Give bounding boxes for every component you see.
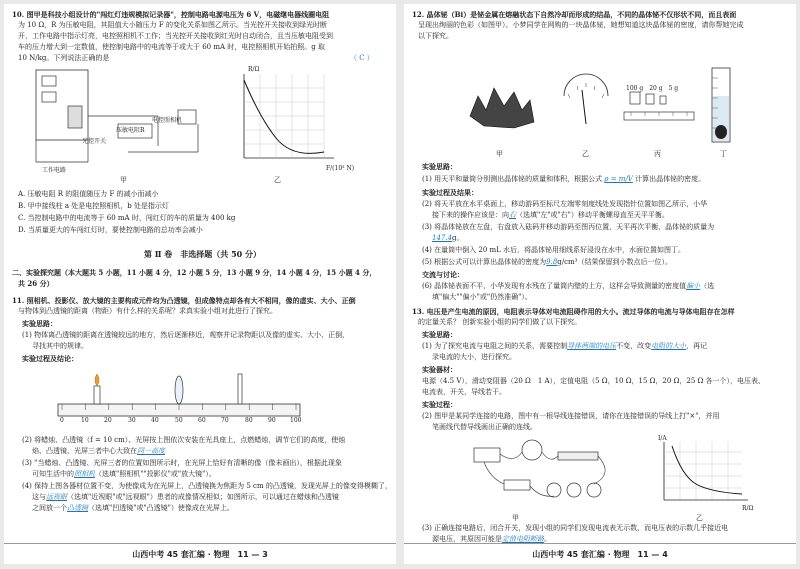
q13-p1 xyxy=(422,342,707,351)
q12-p2-answer: 右 xyxy=(509,211,516,219)
q12-p6b-text: （选 xyxy=(700,282,715,290)
q11-heading-idea: 实验思路： xyxy=(22,319,57,328)
q12-heading-process: 实验过程及结果： xyxy=(422,188,478,197)
q11-p3-answer: 照相机 xyxy=(74,470,95,478)
q13-p3b: 笔画线代替导线画出正确的连线。 xyxy=(432,423,537,431)
q12-line2: 呈现出绚丽的色彩（如图甲）。小梦同学在网购的一块晶体铋，她想知道这块晶体铋的密度，请你帮她完成 xyxy=(418,21,744,29)
q12-p6c: 填"偏大""偏小"或"仍然准确"）。 xyxy=(432,293,532,301)
q12-p5-answer: 9.8 xyxy=(546,258,558,266)
q12-p1a-text: (1) 用天平和量筒分别测出晶体铋的质量和体积，根据公式 xyxy=(422,175,603,183)
left-page xyxy=(4,4,396,564)
q12-p1 xyxy=(422,175,705,184)
q13-p3a: (2) 图甲是某同学连接的电路，图中有一根导线连接错误，请你在连接错误的导线上打"×"，并用 xyxy=(422,412,720,420)
fig-b-label: 乙 xyxy=(274,176,281,184)
q12-line3: 以下探究。 xyxy=(418,32,453,40)
q13-line2: 的定量关系？ 创新实验小组的同学们做了以下探究。 xyxy=(418,318,582,326)
left-footer-text: 山西中考 45 套汇编 · 物理 11 — 3 xyxy=(132,550,268,559)
q13-p1d: 录电流的大小，进行探究。 xyxy=(432,353,516,361)
q12-p3b-text: g。 xyxy=(452,234,464,242)
label-camera: 电控照相机 xyxy=(152,117,183,124)
q13-heading-equipment: 实验器材： xyxy=(422,365,457,374)
q12-p2b-text: 接下来的操作应该是：向 xyxy=(432,211,509,219)
q13-p1-answer2: 电阻的大小 xyxy=(651,342,687,350)
q12-fig-d: 丁 xyxy=(720,150,727,158)
q11-p4-answer2: 凸透镜 xyxy=(67,504,88,512)
q13-heading-idea: 实验思路： xyxy=(422,330,457,339)
tick-100: 100 xyxy=(290,417,302,424)
q11-p2b xyxy=(32,447,165,456)
q12-fig-a: 甲 xyxy=(496,150,503,158)
q10-line4: 车的压力增大到一定数值，使控制电路中的电流等于或大于 60 mA 时，电控照相机开始拍照。g 取 xyxy=(18,43,325,51)
resistance-graph xyxy=(230,68,340,168)
q12-p2a: (2) 将天平放在水平桌面上，移动游码至标尺左端零刻度线处发现指针位置如图乙所示，小华 xyxy=(422,200,708,208)
q11-p1b: 寻找其中的规律。 xyxy=(32,342,88,350)
q12-p2c-text: （选填"左"或"右"）移动平衡螺母直至天平平衡。 xyxy=(516,211,669,219)
right-page xyxy=(404,4,796,564)
left-footer xyxy=(4,543,396,564)
q13-fig-b: 乙 xyxy=(696,514,703,522)
tick-70: 70 xyxy=(221,417,229,424)
q10-option-d: D. 当质量更大的车闯红灯时，要使控制电路的总功率会减小 xyxy=(18,226,203,234)
tick-60: 60 xyxy=(198,417,206,424)
q10-line2: 为 10 Ω，R 为压敏电阻，其阻值大小随压力 F 的变化关系如图乙所示。当光控开关接收到绿光时断 xyxy=(18,21,327,29)
q13-p2b: 电流表，开关，导线若干。 xyxy=(422,388,506,396)
q11-p3b-text: 可知生活中的 xyxy=(32,470,74,478)
q13-graph xyxy=(652,438,752,508)
q11-p2b-text: 焰、凸透镜、光屏三者中心大致在 xyxy=(32,447,137,455)
q11-heading-process: 实验过程及结论： xyxy=(22,354,78,363)
q11-p4d-text: 之间放一个 xyxy=(32,504,67,512)
q11-p4c-text: （选填"近视眼"或"远视眼"）患者的成像情况相似；如图所示，可以通过在蜡烛和凸透镜 xyxy=(67,493,339,501)
q11-p4a: (4) 保持上图各器材位置不变，为使像成为在光屏上，凸透镜换为焦距为 5 cm 的凸透镜，发现光屏上的像变得模糊了， xyxy=(22,482,392,490)
section2-line1: 二、实验探究题（本大题共 5 小题，11 小题 4 分，12 小题 5 分，13 小题 9 分，14 小题 4 分，15 小题 4 分， xyxy=(12,268,377,277)
q12-p5a-text: (5) 根据公式可以计算出晶体铋的密度为 xyxy=(422,258,547,266)
q10-option-c: C. 当控制电路中的电流等于 60 mA 时，闯红灯的车的质量为 400 kg xyxy=(18,214,236,222)
right-footer-text: 山西中考 45 套汇编 · 物理 11 — 4 xyxy=(532,550,668,559)
q12-p4: (4) 在量筒中倒入 20 mL 水后，将晶体铋用细线系好浸没在水中，水面位置如图丁。 xyxy=(422,246,686,254)
q13-line1: 13. 电压是产生电流的原因，电阻表示导体对电流阻碍作用的大小。流过导体的电流与导体电阻存在怎样 xyxy=(412,307,735,316)
q10-option-a: A. 压敏电阻 R 的阻值随压力 F 的减小而减小 xyxy=(18,190,159,198)
q12-p5b-text: g/cm³（结果保留到小数点后一位）。 xyxy=(557,258,672,266)
q12-p2b xyxy=(432,211,669,220)
q12-fig-b: 乙 xyxy=(582,150,589,158)
q10-line3: 开，工作电路中指示灯亮，电控照相机不工作；当光控开关接收到红光时自动闭合，且当压敏电阻受到 xyxy=(18,32,333,40)
q10-line1: 10. 图甲是科技小组设计的"闯红灯违规模拟记录器"，控制电路电源电压为 6 V，电磁继电器线圈电阻 xyxy=(12,10,330,19)
tick-90: 90 xyxy=(268,417,276,424)
label-switch: 光控开关 xyxy=(82,138,107,145)
q11-p3a: (3) "当蜡烛、凸透镜、光屏三者的位置如图所示时，在光屏上恰好有清晰的像（像未画出），根据此现象 xyxy=(22,459,342,467)
q13-graph-y: I/A xyxy=(658,435,667,442)
q12-line1: 12. 晶体铋（Bi）是铋金属在熔融状态下自然冷却而形成的结晶，不同的晶体铋不仅形状不同，而且表面 xyxy=(412,10,737,19)
right-footer xyxy=(404,543,796,564)
graph-y-label: R/Ω xyxy=(248,66,260,73)
q11-p3c-text: （选填"照相机""投影仪"或"放大镜"）。 xyxy=(95,470,216,478)
q12-p3a: (3) 将晶体铋放在左盘，右盘放入砝码并移动游码至图丙位置，天平再次平衡，晶体铋的质量为 xyxy=(422,223,715,231)
tick-50: 50 xyxy=(175,417,183,424)
q12-p6-answer: 偏小 xyxy=(686,282,701,290)
q13-p4-answer: 定值电阻断路 xyxy=(502,535,544,543)
weights-label: 100 g 20 g 5 g xyxy=(626,85,679,92)
q13-p4a: (3) 正确连接电路后，闭合开关，发现小组的同学们发现电流表无示数，而电压表的示数几乎接近电 xyxy=(422,524,729,532)
q12-heading-idea: 实验思路： xyxy=(422,162,457,171)
q13-p4c-text: 。 xyxy=(544,535,551,543)
q12-heading-discuss: 交流与讨论： xyxy=(422,270,464,279)
tick-20: 20 xyxy=(104,417,112,424)
graph-x-label: F/(10³ N) xyxy=(326,165,355,172)
q10-option-b: B. 甲中接线柱 a 处是电控照相机，b 处是指示灯 xyxy=(18,202,169,210)
tick-40: 40 xyxy=(151,417,159,424)
q12-p3b xyxy=(432,234,464,243)
q13-p1c-text: ，再记 xyxy=(686,342,708,350)
q11-line2: 与物体到凸透镜的距离（物距）有什么样的关系呢？求真实验小组对此进行了探究。 xyxy=(18,307,277,315)
q12-p5 xyxy=(422,258,672,267)
q13-p2a: 电源（4.5 V），滑动变阻器（20 Ω 1 A），定值电阻（5 Ω，10 Ω，15 Ω，20 Ω，25 Ω 各一个），电压表、 xyxy=(422,377,766,385)
tick-10: 10 xyxy=(81,417,89,424)
label-sensor: 压敏电阻R xyxy=(116,127,145,134)
q11-p3b xyxy=(32,470,216,479)
q11-p2-answer: 同一高度 xyxy=(137,447,165,455)
q11-p4-answer: 远视眼 xyxy=(46,493,67,501)
tick-0: 0 xyxy=(60,417,64,424)
q11-p1a: (1) 物体离凸透镜的距离在透镜较远的地方，然后逐渐移近，观察并记录物距以及像的虚实、大小、正倒， xyxy=(22,331,350,339)
tick-80: 80 xyxy=(245,417,253,424)
q12-fig-c: 丙 xyxy=(654,150,661,158)
q11-p4b-text: 这与 xyxy=(32,493,46,501)
q13-fig-a: 甲 xyxy=(512,514,519,522)
q11-p4d xyxy=(32,504,234,513)
q12-p6a-text: (6) 晶体铋表面不平，小华发现有水残在了量筒内壁的上方，这样会导致测量的密度值 xyxy=(422,282,687,290)
q12-figures xyxy=(464,66,744,146)
q13-circuit xyxy=(454,434,634,512)
q10-answer: （ C ） xyxy=(350,54,374,62)
fig-a-label: 甲 xyxy=(120,176,127,184)
tick-30: 30 xyxy=(128,417,136,424)
q12-p1b-text: 计算出晶体铋的密度。 xyxy=(635,175,706,183)
q11-line1: 11. 照相机、投影仪、放大镜的主要构成元件均为凸透镜，但成像特点却各有大不相同，像的虚实、大小、正倒 xyxy=(12,296,356,305)
q10-line5: 10 N/kg。下列说法正确的是 xyxy=(18,54,110,62)
q11-p4e-text: （选填"凹透镜"或"凸透镜"）使像成在光屏上。 xyxy=(88,504,234,512)
q13-p1b-text: 不变，改变 xyxy=(616,342,652,350)
section-title: 第 Ⅱ 卷 非选择题（共 50 分） xyxy=(144,249,262,259)
label-power: 工作电路 xyxy=(42,167,67,174)
section2-line2: 共 26 分） xyxy=(18,279,54,288)
q13-heading-process: 实验过程： xyxy=(422,400,457,409)
q11-p4b xyxy=(32,493,339,502)
q13-p1-answer: 导体两端的电压 xyxy=(567,342,617,350)
q13-p4b-text: 源电压，其原因可能是 xyxy=(432,535,502,543)
q11-p2a: (2) 将蜡烛、凸透镜（f = 10 cm）、光屏按上图依次安装在光具座上，点燃蜡烛，调节它们的高度，使烛 xyxy=(22,436,346,444)
q13-graph-x: R/Ω xyxy=(742,505,754,512)
q13-p1a-text: (1) 为了探究电流与电阻之间的关系，需要控制 xyxy=(422,342,568,350)
q12-p6a xyxy=(422,282,714,291)
q12-p3-answer: 147.4 xyxy=(432,234,453,242)
q12-formula: ρ = m/V xyxy=(604,175,633,183)
